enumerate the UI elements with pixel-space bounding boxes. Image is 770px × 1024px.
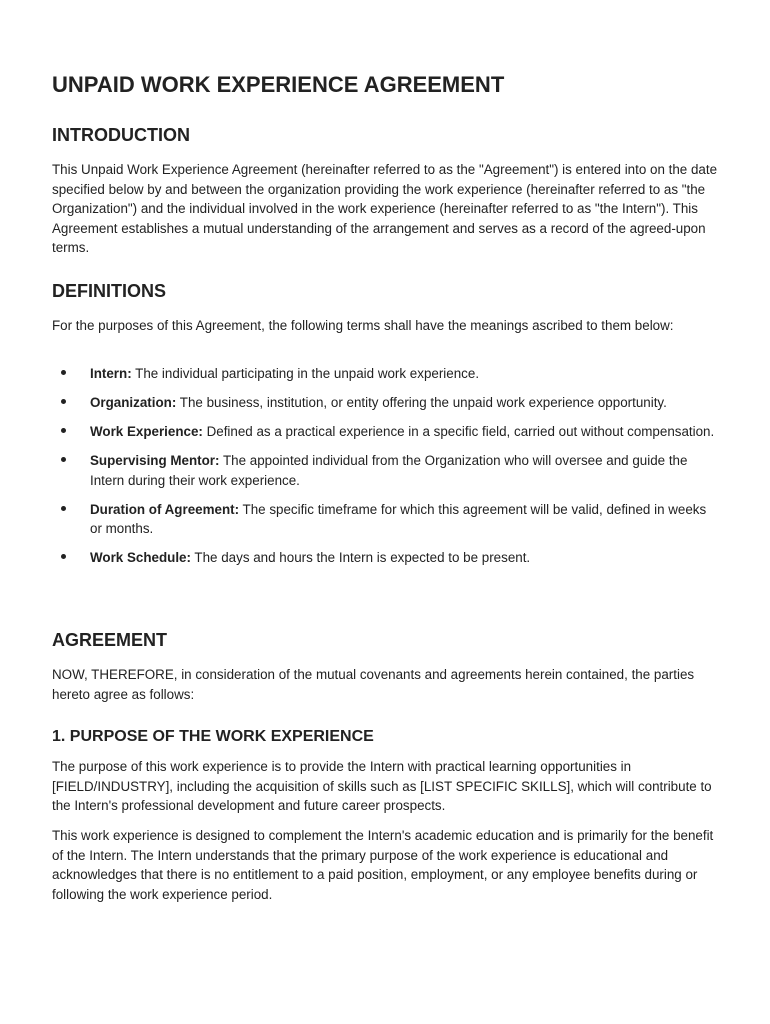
bullet-icon (61, 370, 66, 375)
definition-item (52, 548, 720, 568)
definition-text: Defined as a practical experience in a specific field, carried out without compensation. (202, 423, 715, 439)
definition-item (52, 422, 720, 442)
agreement-heading: AGREEMENT (52, 630, 168, 650)
bullet-icon (61, 428, 66, 433)
definition-term: Work Schedule: (90, 550, 191, 566)
purpose-paragraph-2: This work experience is designed to complement the Intern's academic education and is primarily for the benefit of the Intern. The Intern understands that the primary purpose of the work experience is educational and acknowledges that there is no entitlement to a paid position, employment, or any employee benefits during or following the work experience period. (52, 828, 714, 902)
definition-text: The individual participating in the unpaid work experience. (131, 366, 480, 381)
definition-text: The appointed individual from the Organization who will oversee and guide the Intern during their work experience. (90, 452, 688, 488)
definition-term: Duration of Agreement: (90, 501, 240, 517)
definition-term: Work Experience: (90, 423, 203, 439)
definition-term: Intern: (90, 366, 132, 381)
agreement-body: NOW, THEREFORE, in consideration of the mutual covenants and agreements herein contained, the parties hereto agree as follows: (52, 667, 695, 702)
document-title: UNPAID WORK EXPERIENCE AGREEMENT (52, 72, 505, 97)
introduction-body: This Unpaid Work Experience Agreement (hereinafter referred to as the "Agreement") is entered into on the date specified below by and between the organization providing the work experience (hereinafter referred to as "the Organization") and the individual involved in the work experience (hereinafter referred to as "the Intern"). This Agreement establishes a mutual understanding of the arrangement and serves as a record of the agreed-upon terms. (52, 162, 718, 256)
purpose-heading: 1. PURPOSE OF THE WORK EXPERIENCE (52, 728, 374, 745)
definition-item (52, 500, 720, 539)
definition-text: The days and hours the Intern is expected to be present. (190, 550, 531, 566)
definition-text: The business, institution, or entity offering the unpaid work experience opportunity. (176, 394, 667, 410)
bullet-icon (61, 399, 66, 404)
definition-term: Supervising Mentor: (90, 452, 220, 468)
purpose-paragraph-1: The purpose of this work experience is to provide the Intern with practical learning opportunities in [FIELD/INDUSTRY], including the acquisition of skills such as [LIST SPECIFIC SKILLS], which will contribute to the Intern's professional development and future career prospects. (52, 759, 712, 814)
definitions-heading: DEFINITIONS (52, 281, 167, 301)
introduction-heading: INTRODUCTION (52, 125, 190, 145)
definition-item (52, 451, 720, 490)
definition-text: The specific timeframe for which this agreement will be valid, defined in weeks or months. (90, 501, 707, 537)
definitions-list (52, 364, 720, 577)
definition-item (52, 364, 720, 384)
definition-item (52, 393, 720, 413)
definition-term: Organization: (90, 394, 177, 410)
bullet-icon (61, 457, 66, 462)
definitions-intro: For the purposes of this Agreement, the following terms shall have the meanings ascribed to them below: (52, 318, 674, 333)
bullet-icon (61, 554, 66, 559)
bullet-icon (61, 506, 66, 511)
